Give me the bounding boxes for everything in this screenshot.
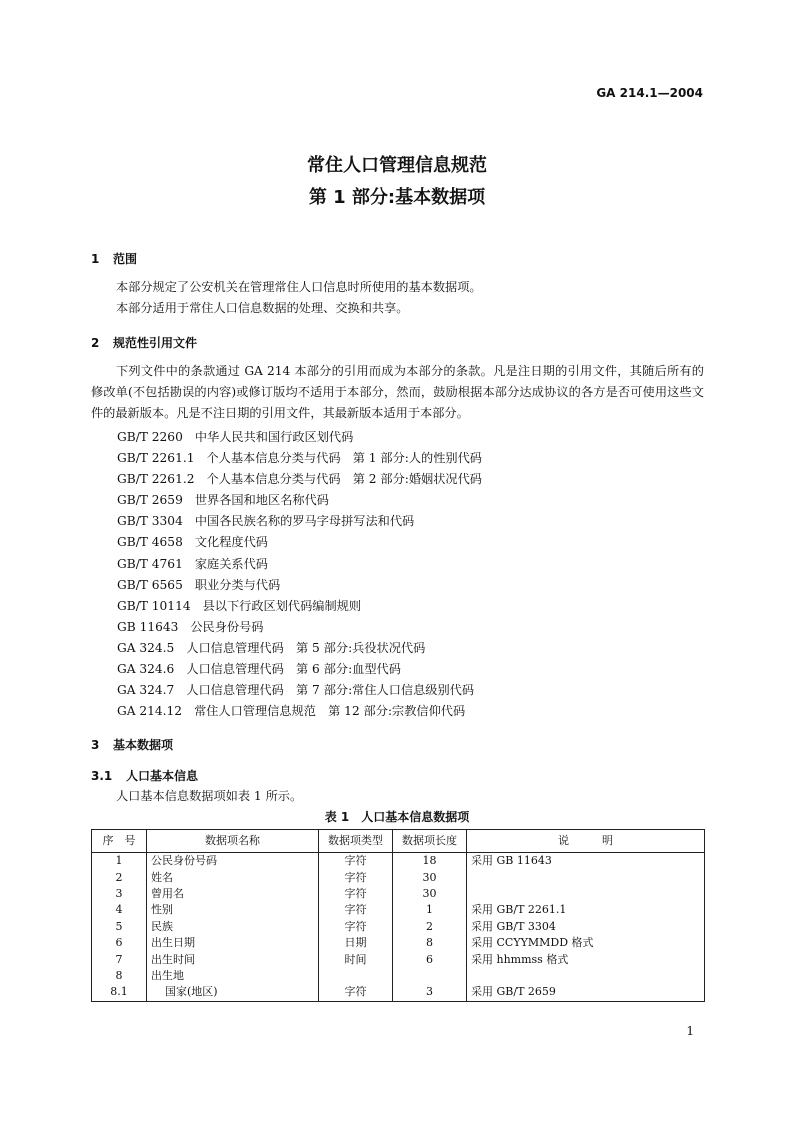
reference-code: GB/T 4658 [117,535,183,550]
section-3-heading [91,736,173,753]
reference-title: 个人基本信息分类与代码 第 2 部分:婚姻状况代码 [206,472,482,487]
section-3-1-text: 人口基本信息数据项如表 1 所示。 [116,789,303,803]
reference-code: GB 11643 [117,619,179,634]
cell-length: 1 [393,902,467,918]
reference-title: 家庭关系代码 [194,556,268,571]
section-1-paragraph: 本部分适用于常住人口信息数据的处理、交换和共享。 [116,301,409,315]
section-number: 2 [91,336,100,350]
cell-note: 采用 GB 11643 [467,853,705,870]
document-title: 常住人口管理信息规范 [307,155,487,176]
cell-note: 采用 CCYYMMDD 格式 [467,935,705,951]
cell-name: 性别 [147,902,319,918]
cell-name: 民族 [147,919,319,935]
reference-title: 文化程度代码 [194,535,268,550]
reference-title: 个人基本信息分类与代码 第 1 部分:人的性别代码 [206,451,482,466]
reference-code: GA 324.7 [117,683,175,698]
reference-item [117,554,482,575]
cell-type: 字符 [319,984,393,1001]
reference-title: 世界各国和地区名称代码 [194,493,329,508]
cell-length: 3 [393,984,467,1001]
table-row [92,951,705,967]
subsection-title: 人口基本信息 [126,769,199,783]
table-row [92,886,705,902]
reference-code: GB/T 10114 [117,598,191,613]
basic-data-items-table [91,829,705,1002]
reference-code: GB/T 2261.2 [117,472,195,487]
reference-code: GB/T 2659 [117,493,183,508]
cell-type [319,968,393,984]
table-header-row [92,830,705,853]
cell-no: 1 [92,853,147,870]
page-number: 1 [686,1024,694,1038]
section-title: 范围 [113,252,138,266]
section-title: 基本数据项 [113,738,174,752]
cell-no: 3 [92,886,147,902]
section-3-1-heading [91,767,198,784]
table-caption: 表 1 人口基本信息数据项 [324,810,470,824]
reference-item [117,511,482,532]
reference-item [117,596,482,617]
normative-reference-list [117,427,482,722]
reference-item [117,448,482,469]
cell-name: 公民身份号码 [147,853,319,870]
reference-item [117,427,482,448]
column-header: 序 号 [92,830,147,853]
reference-title: 常住人口管理信息规范 第 12 部分:宗教信仰代码 [194,704,466,719]
reference-code: GA 214.12 [117,704,183,719]
reference-item [117,680,482,701]
cell-type: 时间 [319,951,393,967]
cell-note: 采用 hhmmss 格式 [467,951,705,967]
reference-code: GA 324.5 [117,640,175,655]
cell-no: 4 [92,902,147,918]
reference-item [117,638,482,659]
reference-code: GB/T 2260 [117,430,183,444]
cell-note [467,886,705,902]
reference-code: GB/T 3304 [117,514,183,529]
reference-item [117,575,482,596]
reference-title: 县以下行政区划代码编制规则 [202,598,362,613]
cell-no: 8.1 [92,984,147,1001]
cell-type: 日期 [319,935,393,951]
reference-title: 人口信息管理代码 第 5 部分:兵役状况代码 [186,640,426,655]
table-row [92,968,705,984]
cell-name: 曾用名 [147,886,319,902]
section-1-paragraph: 本部分规定了公安机关在管理常住人口信息时所使用的基本数据项。 [116,280,482,294]
section-title: 规范性引用文件 [113,336,198,350]
reference-title: 职业分类与代码 [194,577,281,592]
reference-item [117,617,482,638]
table-row [92,902,705,918]
cell-name: 出生时间 [147,951,319,967]
column-header: 数据项长度 [393,830,467,853]
section-number: 3 [91,738,100,752]
column-header: 说 明 [467,830,705,853]
cell-note: 采用 GB/T 2659 [467,984,705,1001]
document-subtitle: 第 1 部分:基本数据项 [308,187,486,208]
reference-title: 中华人民共和国行政区划代码 [194,430,354,444]
cell-no: 6 [92,935,147,951]
cell-type: 字符 [319,869,393,885]
table-row [92,869,705,885]
cell-length: 8 [393,935,467,951]
column-header: 数据项类型 [319,830,393,853]
reference-code: GB/T 2261.1 [117,451,195,466]
table-row [92,853,705,870]
cell-no: 5 [92,919,147,935]
reference-title: 中国各民族名称的罗马字母拼写法和代码 [194,514,415,529]
reference-code: GA 324.6 [117,662,175,677]
cell-no: 8 [92,968,147,984]
reference-code: GB/T 4761 [117,556,183,571]
cell-no: 2 [92,869,147,885]
section-1-heading [91,250,137,267]
reference-item [117,490,482,511]
cell-name: 姓名 [147,869,319,885]
reference-title: 人口信息管理代码 第 6 部分:血型代码 [186,662,401,677]
cell-no: 7 [92,951,147,967]
cell-note [467,869,705,885]
reference-item [117,532,482,553]
cell-length: 6 [393,951,467,967]
cell-length: 30 [393,869,467,885]
column-header: 数据项名称 [147,830,319,853]
cell-name: 出生日期 [147,935,319,951]
cell-name: 出生地 [147,968,319,984]
table-row [92,935,705,951]
reference-item [117,659,482,680]
reference-title: 人口信息管理代码 第 7 部分:常住人口信息级别代码 [186,683,475,698]
cell-note: 采用 GB/T 2261.1 [467,902,705,918]
cell-name: 国家(地区) [147,984,319,1001]
section-2-intro: 下列文件中的条款通过 GA 214 本部分的引用而成为本部分的条款。凡是注日期的引用文件，其随后所有的修改单(不包括勘误的内容)或修订版均不适用于本部分，然而，鼓励根据本部分达成协议的各方是否可使用这些文件的最新版本。凡是不注日期的引用文件，其最新版本适用于本部分。 [91,364,704,420]
cell-length: 2 [393,919,467,935]
reference-item [117,469,482,490]
subsection-number: 3.1 [91,769,113,783]
reference-item [117,701,482,722]
cell-length: 18 [393,853,467,870]
section-2-heading [91,334,197,351]
reference-code: GB/T 6565 [117,577,183,592]
cell-length [393,968,467,984]
table-row [92,984,705,1001]
cell-note: 采用 GB/T 3304 [467,919,705,935]
cell-length: 30 [393,886,467,902]
cell-type: 字符 [319,853,393,870]
cell-note [467,968,705,984]
reference-title: 公民身份号码 [190,619,264,634]
cell-type: 字符 [319,886,393,902]
cell-type: 字符 [319,902,393,918]
standard-code: GA 214.1—2004 [596,86,703,100]
cell-type: 字符 [319,919,393,935]
section-number: 1 [91,252,100,266]
table-row [92,919,705,935]
